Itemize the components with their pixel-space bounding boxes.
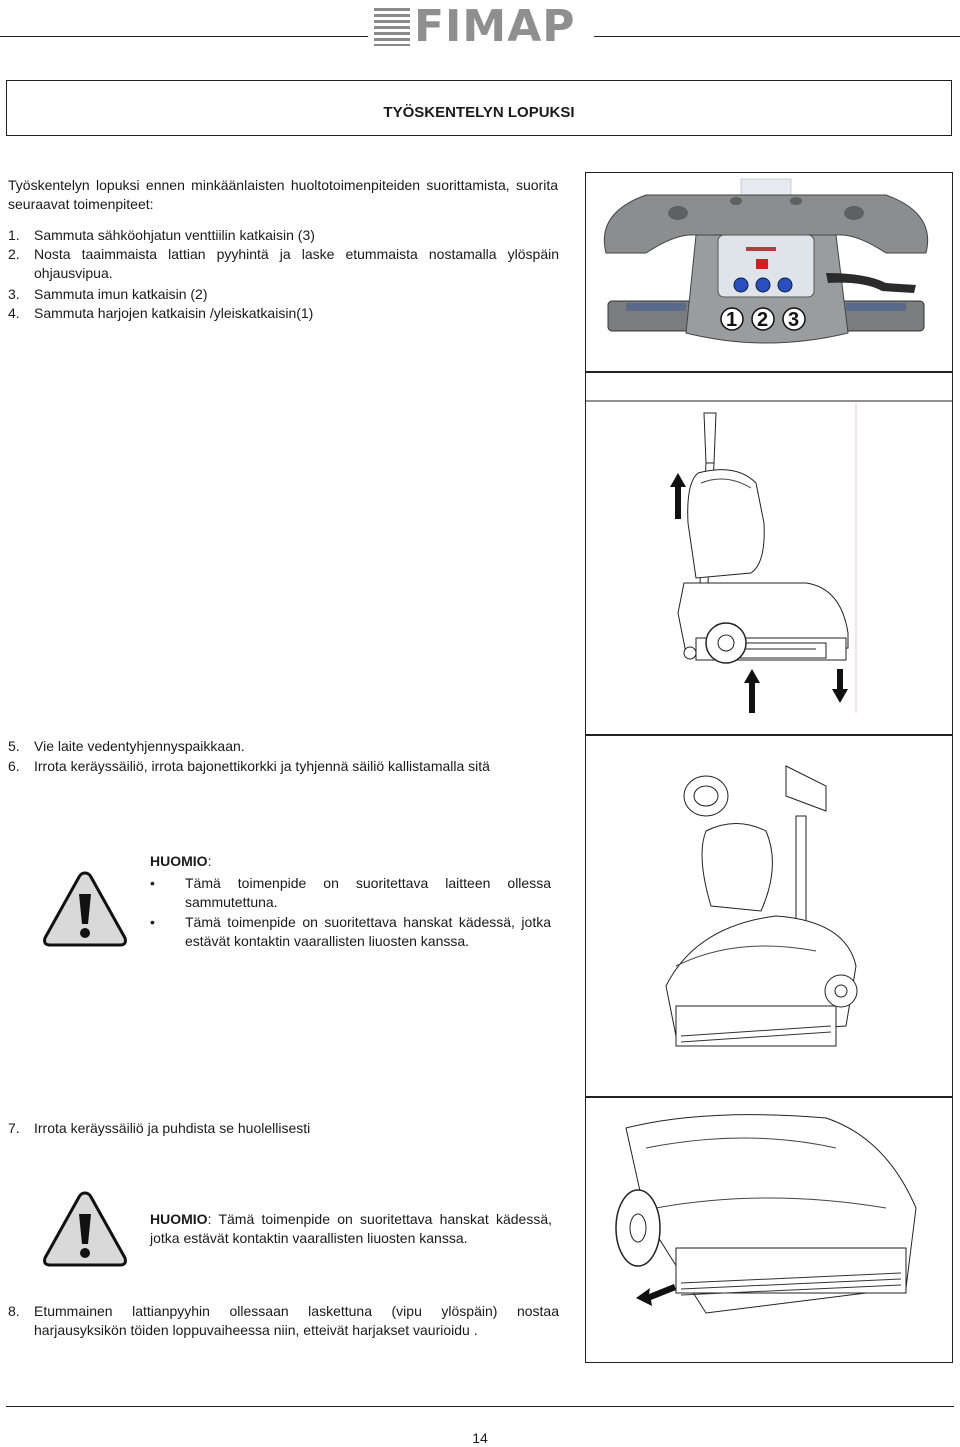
step-text: Irrota keräyssäiliö, irrota bajonettikorkki ja tyhjennä säiliö kallistamalla sitä (34, 758, 490, 774)
warning2-text (150, 1210, 552, 1248)
step-text: Vie laite vedentyhjennyspaikkaan. (34, 738, 245, 754)
step-text: Etummainen lattianpyyhin ollessaan laskettuna (vipu ylöspäin) nostaa harjausyksikön töiden loppuvaiheessa niin, etteivät harjakset vaurioidu . (34, 1303, 559, 1338)
page-title: TYÖSKENTELYN LOPUKSI (383, 104, 575, 121)
step-text: Sammuta harjojen katkaisin /yleiskatkaisin(1) (34, 305, 314, 321)
intro-text: Työskentelyn lopuksi ennen minkäänlaisten huoltotoimenpiteiden suorittamista, suorita seuraavat toimenpiteet: (8, 177, 558, 212)
header-rule-left (0, 36, 368, 37)
title-box (6, 80, 952, 136)
warning-heading-colon: : (207, 853, 212, 869)
step-text: Sammuta imun katkaisin (2) (34, 286, 208, 302)
step-number: 5. (8, 738, 20, 754)
panel-label: 1 (726, 309, 738, 331)
squeegee-figure (585, 1097, 953, 1363)
bullet-dot: • (150, 914, 155, 930)
step-number: 7. (8, 1120, 20, 1136)
panel-label: 2 (757, 309, 769, 331)
warning-heading: HUOMIO (150, 1211, 208, 1227)
panel-label: 3 (788, 309, 800, 331)
machine-side-figure (585, 372, 953, 735)
tank-removal-illustration (586, 736, 952, 1096)
step-number: 1. (8, 227, 20, 243)
arrow-up-icon (744, 669, 760, 713)
warning-bullet: Tämä toimenpide on suoritettava hanskat kädessä, jotka estävät kontaktin vaarallisten liuosten kanssa. (185, 914, 551, 949)
control-panel-figure (585, 172, 953, 372)
step-text: Nosta taaimmaista lattian pyyhintä ja laske etummaista nostamalla ylöspäin ohjausvipua. (34, 246, 559, 281)
squeegee-illustration (586, 1098, 952, 1362)
step-number: 6. (8, 758, 20, 774)
step-number: 3. (8, 286, 20, 302)
warning-bullet: Tämä toimenpide on suoritettava laitteen ollessa sammutettuna. (185, 875, 551, 910)
arrow-up-icon (670, 473, 686, 519)
warning-heading-line (150, 852, 211, 871)
page-number: 14 (472, 1430, 488, 1446)
step-text: Irrota keräyssäiliö ja puhdista se huolellisesti (34, 1120, 311, 1136)
header-rule-right (594, 36, 960, 37)
logo-wordmark: FIMAP (414, 1, 576, 52)
warning2-body: : Tämä toimenpide on suoritettava hanskat kädessä, jotka estävät kontaktin vaarallisten liuosten kanssa. (150, 1211, 552, 1246)
step-number: 2. (8, 246, 20, 262)
warning-heading: HUOMIO (150, 853, 208, 869)
step-text: Sammuta sähköohjatun venttiilin katkaisin (3) (34, 227, 315, 243)
logo-stripes-icon (374, 8, 410, 46)
control-panel-illustration (586, 173, 952, 371)
warning-triangle-icon (42, 870, 128, 948)
bullet-dot: • (150, 875, 155, 891)
warning-triangle-icon (42, 1190, 128, 1268)
arrow-down-icon (832, 669, 848, 703)
footer-rule (6, 1406, 954, 1407)
arrow-left-icon (636, 1284, 676, 1306)
tank-removal-figure (585, 735, 953, 1097)
step-number: 4. (8, 305, 20, 321)
machine-side-illustration (586, 373, 952, 734)
fimap-logo (370, 1, 592, 52)
step-number: 8. (8, 1303, 20, 1319)
